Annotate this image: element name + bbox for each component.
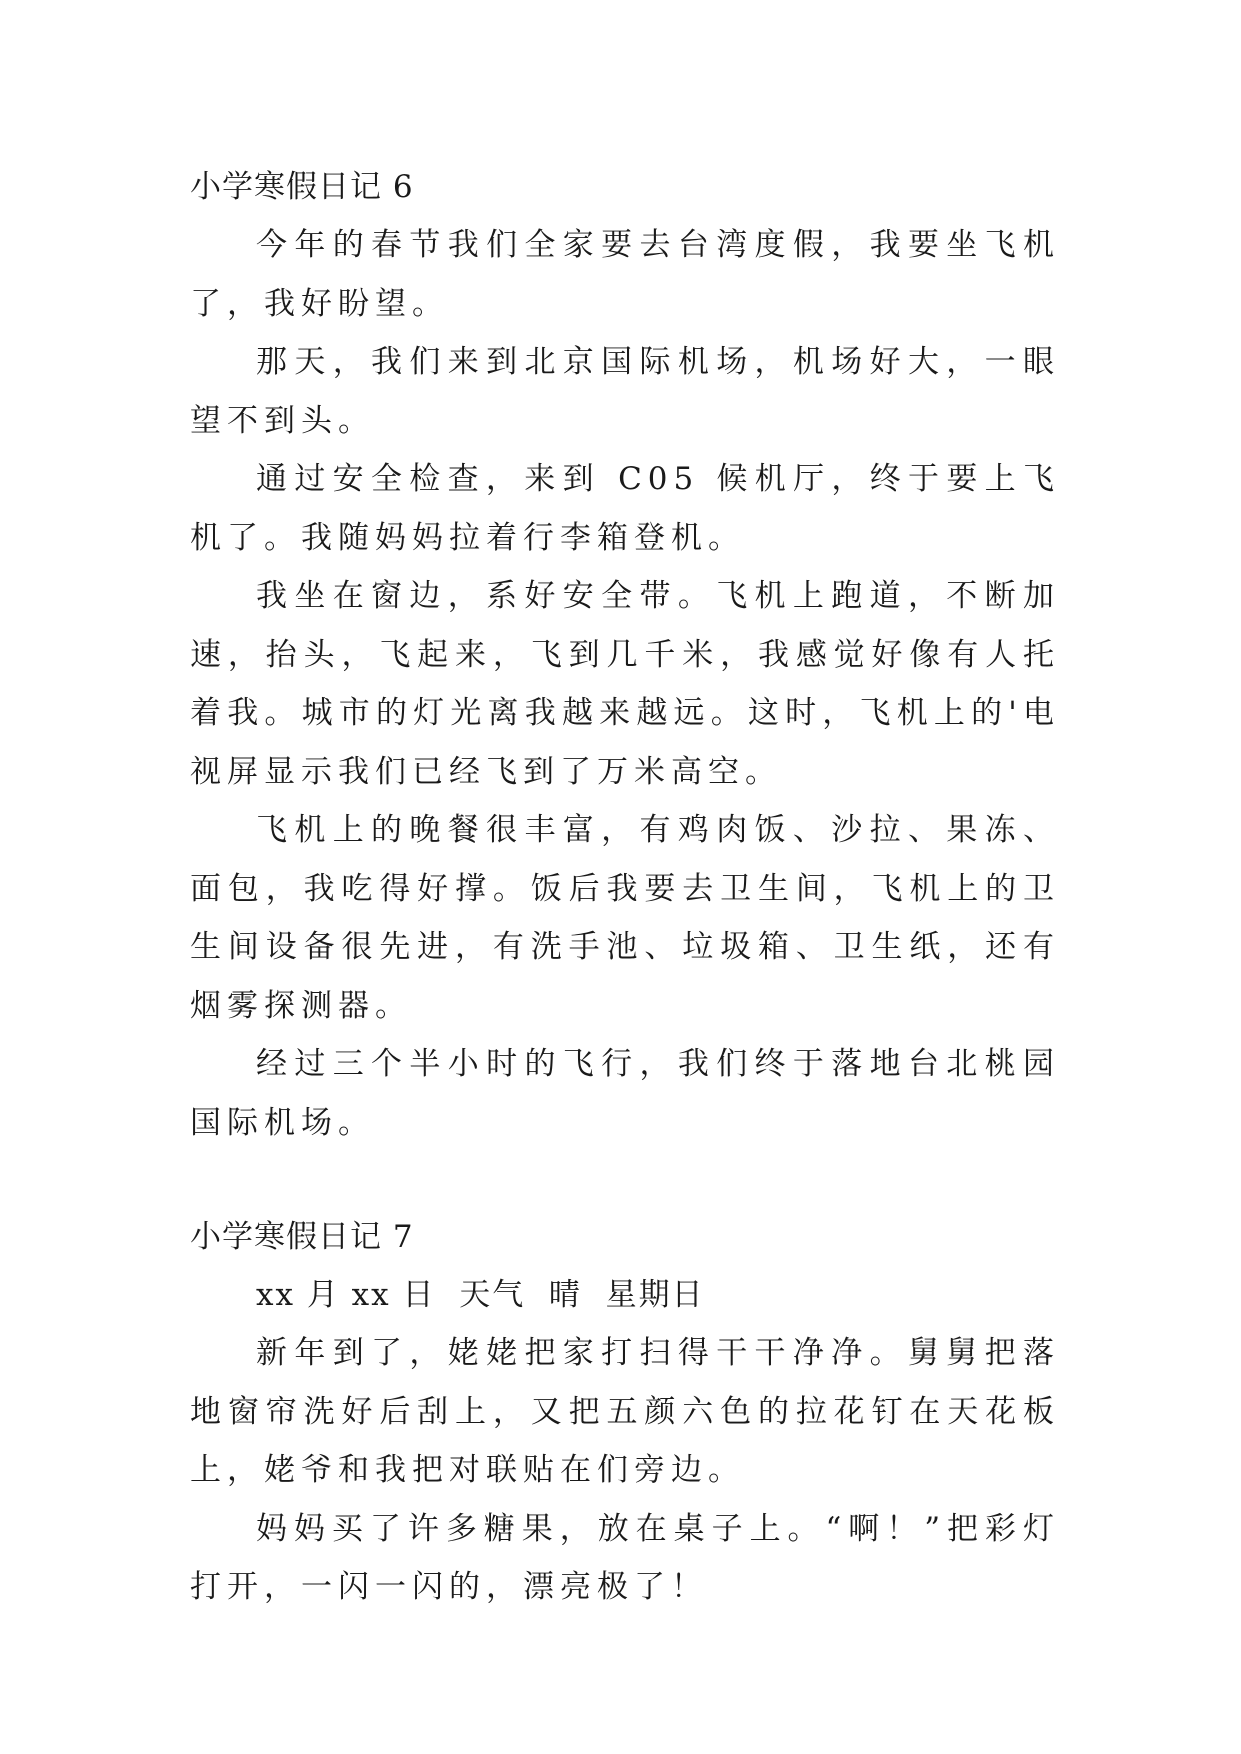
entry-title: 小学寒假日记 7 [190,1219,414,1255]
entry-paragraph: 妈妈买了许多糖果，放在桌子上。“啊！”把彩灯打开，一闪一闪的，漂亮极了！ [190,1510,1060,1605]
section-spacer [190,1152,1060,1208]
entry-paragraph: 新年到了，姥姥把家打扫得干干净净。舅舅把落地窗帘洗好后刮上，又把五颜六色的拉花钉在天花板上，姥爷和我把对联贴在们旁边。 [190,1335,1060,1488]
entry-paragraph: 那天，我们来到北京国际机场，机场好大，一眼望不到头。 [190,344,1060,439]
diary-entry-6 [190,158,1060,1152]
entry-date-line: xx 月 xx 日 天气 晴 星期日 [256,1277,705,1313]
entry-paragraph: 今年的春节我们全家要去台湾度假，我要坐飞机了，我好盼望。 [190,227,1060,322]
entry-paragraph: 我坐在窗边，系好安全带。飞机上跑道，不断加速，抬头，飞起来，飞到几千米，我感觉好像有人托着我。城市的灯光离我越来越远。这时，飞机上的'电视屏显示我们已经飞到了万米高空。 [190,578,1060,790]
document-page [190,158,1060,1617]
entry-title: 小学寒假日记 6 [190,169,414,205]
entry-paragraph: 通过安全检查，来到 C05 候机厅，终于要上飞机了。我随妈妈拉着行李箱登机。 [190,461,1060,556]
entry-paragraph: 经过三个半小时的飞行，我们终于落地台北桃园国际机场。 [190,1046,1060,1141]
diary-entry-7 [190,1208,1060,1617]
entry-paragraph: 飞机上的晚餐很丰富，有鸡肉饭、沙拉、果冻、面包，我吃得好撑。饭后我要去卫生间，飞机上的卫生间设备很先进，有洗手池、垃圾箱、卫生纸，还有烟雾探测器。 [190,812,1060,1024]
